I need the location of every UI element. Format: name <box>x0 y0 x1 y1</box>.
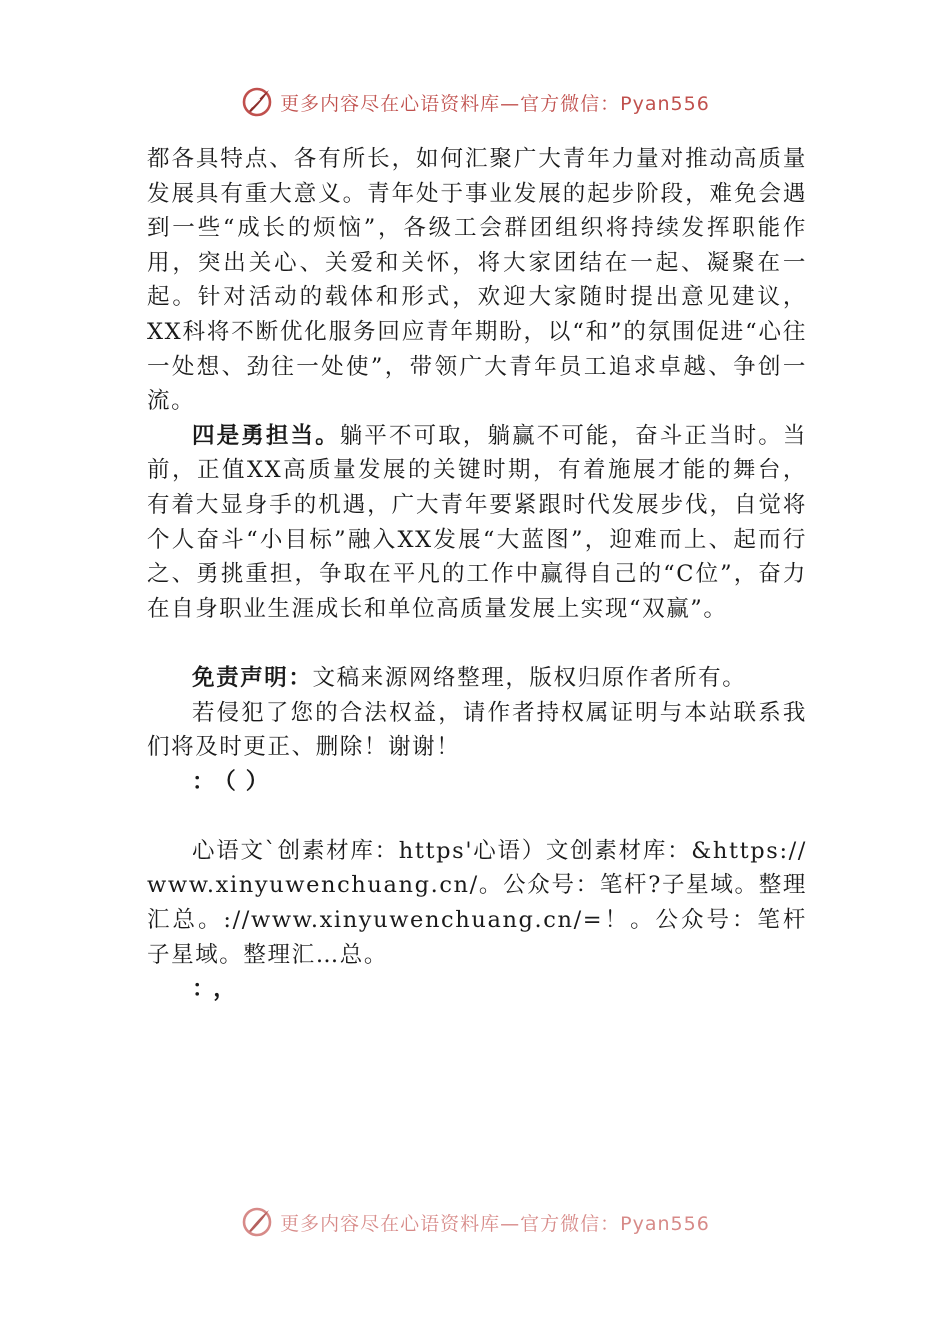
disclaimer-text: 文稿来源网络整理，版权归原作者所有。 <box>312 664 747 691</box>
disclaimer-contact: 若侵犯了您的合法权益，请作者持权属证明与本站联系我们将及时更正、删除！谢谢！ <box>147 699 807 761</box>
header-banner-text: 更多内容尽在心语资料库—官方微信：Pyan556 <box>280 92 710 115</box>
quill-circle-logo-icon <box>240 1205 274 1239</box>
footer-banner <box>0 1202 950 1242</box>
spacer <box>147 799 807 834</box>
symbol-line-2: ：， <box>192 976 246 1003</box>
paragraph-take-responsibility <box>147 419 807 627</box>
document-body <box>147 142 807 1007</box>
spacer <box>147 626 807 661</box>
symbol-line-1: ：（） <box>192 768 279 795</box>
disclaimer-line <box>147 661 807 696</box>
footer-banner-text: 更多内容尽在心语资料库—官方微信：Pyan556 <box>280 1212 710 1235</box>
paragraph-youth-strength: 都各具特点、各有所长，如何汇聚广大青年力量对推动高质量发展具有重大意义。青年处于事业发展的起步阶段，难免会遇到一些“成长的烦恼”，各级工会群团组织将持续发挥职能作用，突出关心、关爱和关怀，将大家团结在一起、凝聚在一起。针对活动的载体和形式，欢迎大家随时提出意见建议，XX科将不断优化服务回应青年期盼，以“和”的氛围促进“心往一处想、劲往一处使”，带领广大青年员工追求卓越、争创一流。 <box>147 146 807 415</box>
section-heading-take-responsibility: 四是勇担当。 <box>192 422 340 449</box>
quill-circle-logo-icon <box>240 85 274 119</box>
disclaimer-label: 免责声明： <box>192 664 313 691</box>
paragraph-take-responsibility-text: 躺平不可取，躺赢不可能，奋斗正当时。当前，正值XX高质量发展的关键时期，有着施展才能的舞台，有着大显身手的机遇，广大青年要紧跟时代发展步伐，自觉将个人奋斗“小目标”融入XX发展“大蓝图”，迎难而上、起而行之、勇挑重担，争取在平凡的工作中赢得自己的“C位”，奋力在自身职业生涯成长和单位高质量发展上实现“双赢”。 <box>147 422 807 622</box>
source-text: 心语文`创素材库：https'心语）文创素材库：&https://www.xinyuwenchuang.cn/。公众号：笔杆?子星域。整理汇总。://www.xinyuwenchuang.cn/=！。公众号：笔杆子星域。整理汇…总。 <box>147 837 807 968</box>
header-banner <box>0 82 950 122</box>
